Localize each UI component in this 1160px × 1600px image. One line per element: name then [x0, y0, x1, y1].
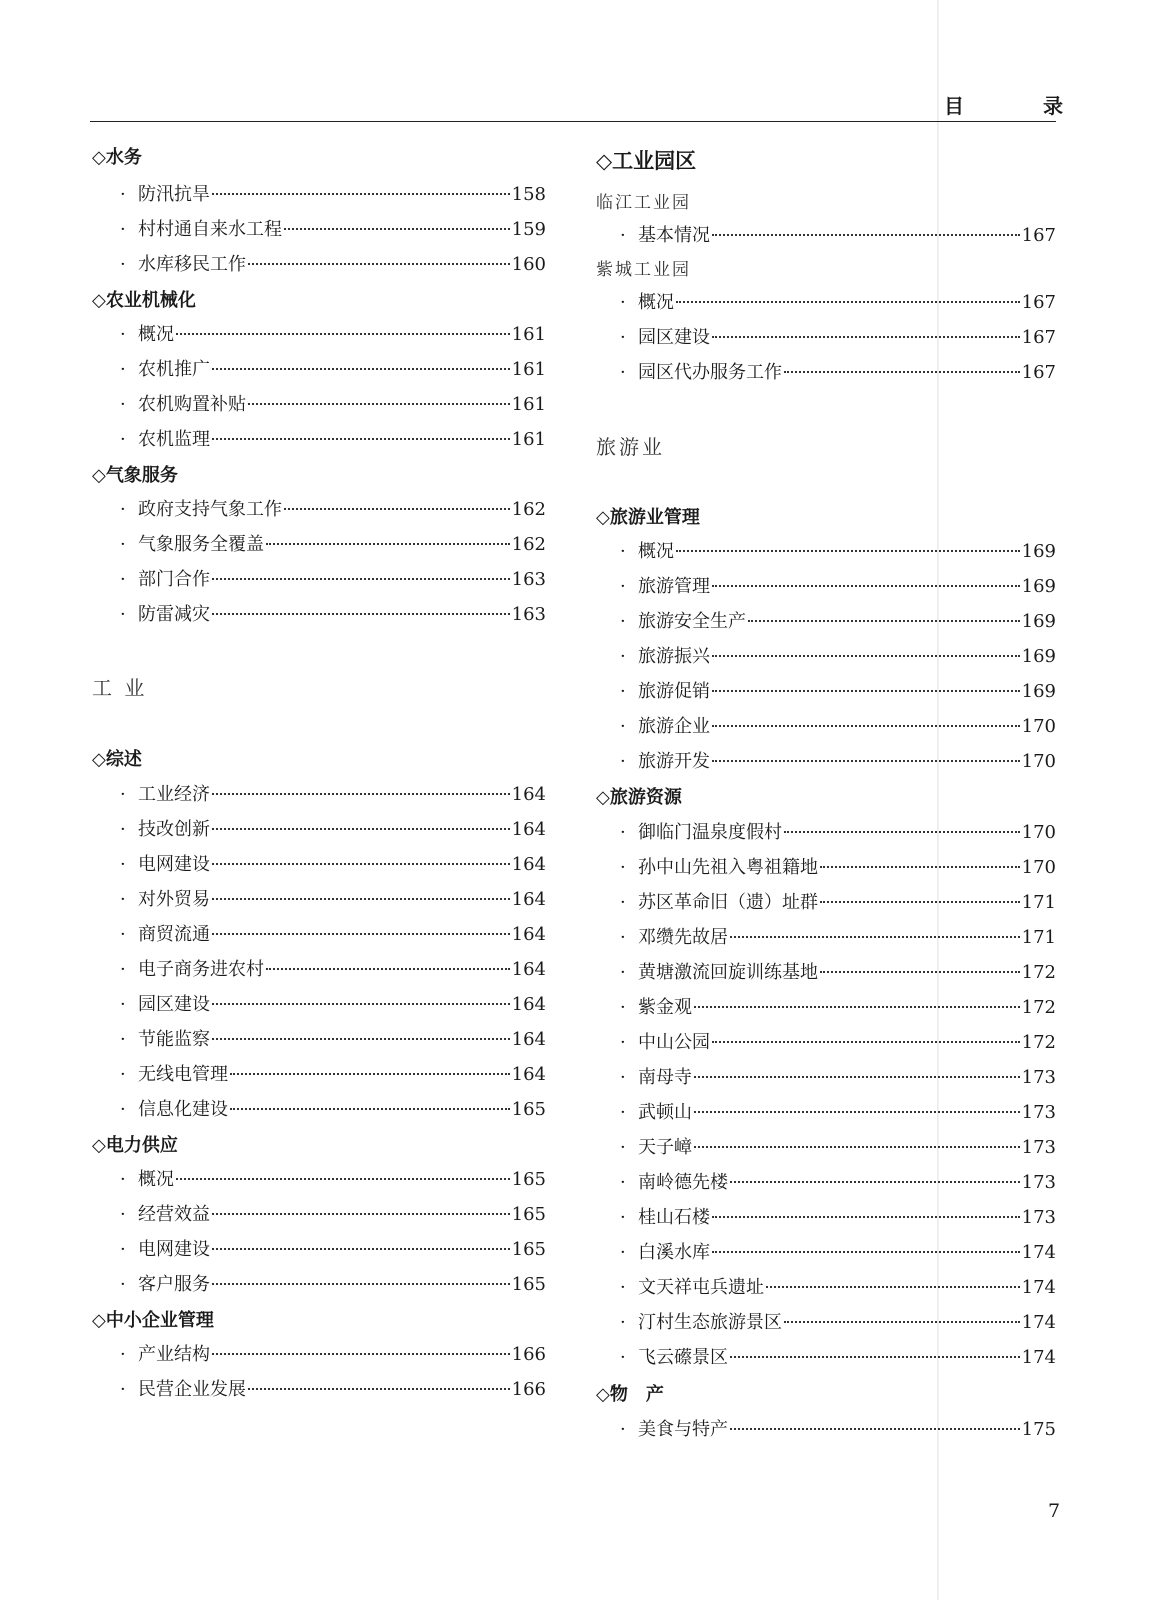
toc-entry-label: 工业经济 — [138, 784, 210, 805]
toc-entry — [92, 816, 546, 844]
toc-entry-label: 信息化建设 — [138, 1099, 228, 1120]
toc-entry-page: 164 — [511, 784, 546, 805]
toc-entry — [92, 1166, 546, 1194]
bullet-icon: · — [620, 1312, 626, 1333]
toc-entry-label: 武顿山 — [638, 1102, 692, 1123]
bullet-icon: · — [120, 959, 126, 980]
toc-entry-page: 166 — [511, 1379, 546, 1400]
bullet-icon: · — [620, 1032, 626, 1053]
bullet-icon: · — [120, 854, 126, 875]
toc-entry-label: 中山公园 — [638, 1032, 710, 1053]
dot-leader — [730, 1181, 1020, 1183]
toc-entry-page: 164 — [511, 959, 546, 980]
toc-entry — [596, 1099, 1056, 1127]
bullet-icon: · — [620, 576, 626, 597]
toc-entry-label: 苏区革命旧（遗）址群 — [638, 892, 818, 913]
toc-entry-label: 电网建设 — [138, 1239, 210, 1260]
bullet-icon: · — [620, 646, 626, 667]
toc-entry-label: 旅游企业 — [638, 716, 710, 737]
bullet-icon: · — [120, 1169, 126, 1190]
toc-category-heading: ◇农业机械化 — [92, 290, 196, 311]
toc-entry-label: 桂山石楼 — [638, 1207, 710, 1228]
toc-entry — [92, 1201, 546, 1229]
toc-entry-page: 169 — [1021, 576, 1056, 597]
bullet-icon: · — [620, 962, 626, 983]
dot-leader — [212, 793, 510, 795]
toc-entry — [92, 851, 546, 879]
toc-entry — [92, 321, 546, 349]
toc-entry — [596, 222, 1056, 250]
dot-leader — [712, 336, 1020, 338]
toc-entry-page: 174 — [1021, 1242, 1056, 1263]
toc-entry-label: 概况 — [138, 324, 174, 345]
dot-leader — [176, 333, 510, 335]
toc-entry-page: 161 — [511, 429, 546, 450]
dot-leader — [712, 1041, 1020, 1043]
dot-leader — [730, 1428, 1020, 1430]
toc-entry-page: 162 — [511, 499, 546, 520]
toc-entry — [92, 1236, 546, 1264]
dot-leader — [712, 655, 1020, 657]
dot-leader — [248, 263, 510, 265]
dot-leader — [230, 1073, 510, 1075]
toc-entry-page: 164 — [511, 924, 546, 945]
toc-entry-page: 164 — [511, 819, 546, 840]
dot-leader — [820, 901, 1020, 903]
toc-subheading: 紫城工业园 — [596, 260, 691, 280]
toc-entry — [92, 1341, 546, 1369]
toc-entry-page: 167 — [1021, 362, 1056, 383]
toc-entry-label: 御临门温泉度假村 — [638, 822, 782, 843]
dot-leader — [212, 1213, 510, 1215]
toc-entry-label: 黄塘激流回旋训练基地 — [638, 962, 818, 983]
toc-entry-page: 173 — [1021, 1102, 1056, 1123]
toc-entry-label: 美食与特产 — [638, 1419, 728, 1440]
toc-entry-label: 对外贸易 — [138, 889, 210, 910]
dot-leader — [212, 193, 510, 195]
dot-leader — [694, 1111, 1020, 1113]
dot-leader — [212, 1248, 510, 1250]
toc-entry — [92, 496, 546, 524]
bullet-icon: · — [120, 1379, 126, 1400]
toc-entry-page: 169 — [1021, 611, 1056, 632]
toc-entry — [596, 748, 1056, 776]
dot-leader — [694, 1006, 1020, 1008]
dot-leader — [284, 228, 510, 230]
toc-entry-page: 171 — [1021, 927, 1056, 948]
toc-entry — [596, 994, 1056, 1022]
dot-leader — [730, 1356, 1020, 1358]
toc-entry-label: 飞云礤景区 — [638, 1347, 728, 1368]
toc-entry-page: 164 — [511, 1029, 546, 1050]
bullet-icon: · — [120, 1099, 126, 1120]
bullet-icon: · — [120, 819, 126, 840]
dot-leader — [712, 585, 1020, 587]
toc-entry — [596, 924, 1056, 952]
toc-entry-label: 农机购置补贴 — [138, 394, 246, 415]
toc-entry-page: 165 — [511, 1169, 546, 1190]
dot-leader — [212, 1003, 510, 1005]
toc-entry — [92, 216, 546, 244]
bullet-icon: · — [620, 822, 626, 843]
toc-entry — [92, 531, 546, 559]
bullet-icon: · — [620, 611, 626, 632]
toc-entry — [596, 359, 1056, 387]
toc-entry-page: 173 — [1021, 1067, 1056, 1088]
toc-entry-label: 防汛抗旱 — [138, 184, 210, 205]
bullet-icon: · — [120, 784, 126, 805]
dot-leader — [694, 1146, 1020, 1148]
toc-entry-page: 162 — [511, 534, 546, 555]
toc-entry — [596, 643, 1056, 671]
toc-entry-page: 172 — [1021, 1032, 1056, 1053]
toc-entry — [92, 181, 546, 209]
toc-entry — [92, 251, 546, 279]
bullet-icon: · — [620, 541, 626, 562]
dot-leader — [676, 550, 1020, 552]
bullet-icon: · — [120, 1204, 126, 1225]
toc-entry-page: 169 — [1021, 646, 1056, 667]
toc-entry — [596, 538, 1056, 566]
toc-entry-label: 村村通自来水工程 — [138, 219, 282, 240]
dot-leader — [212, 898, 510, 900]
toc-entry-page: 174 — [1021, 1277, 1056, 1298]
bullet-icon: · — [620, 857, 626, 878]
bullet-icon: · — [120, 924, 126, 945]
toc-entry-label: 客户服务 — [138, 1274, 210, 1295]
toc-entry-page: 170 — [1021, 751, 1056, 772]
dot-leader — [248, 403, 510, 405]
toc-entry-label: 经营效益 — [138, 1204, 210, 1225]
toc-entry — [92, 991, 546, 1019]
bullet-icon: · — [620, 1207, 626, 1228]
bullet-icon: · — [120, 569, 126, 590]
toc-entry-page: 164 — [511, 994, 546, 1015]
toc-category-heading: ◇旅游资源 — [596, 787, 682, 808]
bullet-icon: · — [620, 716, 626, 737]
dot-leader — [212, 828, 510, 830]
toc-entry — [92, 1026, 546, 1054]
bullet-icon: · — [620, 751, 626, 772]
toc-entry-page: 163 — [511, 569, 546, 590]
toc-entry — [596, 713, 1056, 741]
toc-part-title: 工 业 — [92, 676, 148, 700]
toc-entry — [596, 573, 1056, 601]
toc-entry-label: 节能监察 — [138, 1029, 210, 1050]
toc-category-heading: ◇综述 — [92, 749, 142, 770]
toc-entry — [92, 426, 546, 454]
toc-entry-label: 防雷减灾 — [138, 604, 210, 625]
toc-entry — [92, 1096, 546, 1124]
toc-entry-label: 民营企业发展 — [138, 1379, 246, 1400]
toc-entry — [596, 1134, 1056, 1162]
toc-entry-label: 电网建设 — [138, 854, 210, 875]
bullet-icon: · — [120, 219, 126, 240]
toc-entry-page: 174 — [1021, 1347, 1056, 1368]
toc-entry-label: 邓缵先故居 — [638, 927, 728, 948]
toc-entry-page: 170 — [1021, 857, 1056, 878]
toc-entry — [596, 959, 1056, 987]
running-header-title: 目 录 — [944, 94, 1099, 118]
toc-entry-page: 159 — [511, 219, 546, 240]
bullet-icon: · — [120, 534, 126, 555]
toc-entry-label: 电子商务进农村 — [138, 959, 264, 980]
bullet-icon: · — [620, 997, 626, 1018]
dot-leader — [212, 613, 510, 615]
toc-entry-page: 165 — [511, 1239, 546, 1260]
bullet-icon: · — [620, 1347, 626, 1368]
toc-category-heading: ◇水务 — [92, 147, 142, 168]
toc-entry — [596, 1309, 1056, 1337]
toc-entry-label: 农机推广 — [138, 359, 210, 380]
dot-leader — [676, 301, 1020, 303]
toc-entry-page: 165 — [511, 1274, 546, 1295]
bullet-icon: · — [620, 362, 626, 383]
dot-leader — [212, 933, 510, 935]
toc-entry-label: 旅游管理 — [638, 576, 710, 597]
bullet-icon: · — [620, 681, 626, 702]
toc-category-heading: ◇工业园区 — [596, 149, 697, 173]
toc-category-heading: ◇物 产 — [596, 1384, 664, 1405]
dot-leader — [766, 1286, 1020, 1288]
header-rule — [90, 121, 1056, 122]
toc-entry — [92, 601, 546, 629]
toc-entry-label: 产业结构 — [138, 1344, 210, 1365]
toc-entry-label: 汀村生态旅游景区 — [638, 1312, 782, 1333]
toc-category-heading: ◇电力供应 — [92, 1135, 178, 1156]
bullet-icon: · — [120, 359, 126, 380]
dot-leader — [248, 1388, 510, 1390]
toc-entry — [596, 854, 1056, 882]
bullet-icon: · — [620, 1137, 626, 1158]
dot-leader — [712, 690, 1020, 692]
bullet-icon: · — [620, 292, 626, 313]
toc-entry — [92, 921, 546, 949]
toc-entry-page: 165 — [511, 1099, 546, 1120]
dot-leader — [212, 578, 510, 580]
toc-entry — [596, 1064, 1056, 1092]
bullet-icon: · — [620, 1172, 626, 1193]
toc-entry-page: 173 — [1021, 1172, 1056, 1193]
toc-entry-label: 紫金观 — [638, 997, 692, 1018]
dot-leader — [712, 234, 1020, 236]
toc-entry — [92, 886, 546, 914]
toc-entry-page: 161 — [511, 324, 546, 345]
bullet-icon: · — [620, 927, 626, 948]
bullet-icon: · — [120, 429, 126, 450]
toc-entry-label: 白溪水库 — [638, 1242, 710, 1263]
toc-entry-label: 农机监理 — [138, 429, 210, 450]
toc-entry-label: 概况 — [638, 541, 674, 562]
toc-entry — [596, 889, 1056, 917]
toc-entry-label: 技改创新 — [138, 819, 210, 840]
bullet-icon: · — [620, 1102, 626, 1123]
dot-leader — [212, 1038, 510, 1040]
dot-leader — [712, 760, 1020, 762]
toc-entry — [92, 1061, 546, 1089]
bullet-icon: · — [620, 892, 626, 913]
toc-entry-label: 商贸流通 — [138, 924, 210, 945]
toc-entry — [596, 608, 1056, 636]
toc-entry — [596, 1344, 1056, 1372]
bullet-icon: · — [620, 327, 626, 348]
toc-entry-label: 南岭德先楼 — [638, 1172, 728, 1193]
toc-entry — [92, 1271, 546, 1299]
toc-entry — [596, 1274, 1056, 1302]
toc-entry-page: 175 — [1021, 1419, 1056, 1440]
toc-entry — [92, 781, 546, 809]
toc-entry-label: 天子嶂 — [638, 1137, 692, 1158]
toc-entry-label: 旅游安全生产 — [638, 611, 746, 632]
toc-subheading: 临江工业园 — [596, 193, 691, 213]
dot-leader — [784, 831, 1020, 833]
toc-entry-label: 气象服务全覆盖 — [138, 534, 264, 555]
toc-entry-label: 文天祥屯兵遗址 — [638, 1277, 764, 1298]
toc-entry — [596, 678, 1056, 706]
bullet-icon: · — [620, 225, 626, 246]
toc-entry-page: 167 — [1021, 225, 1056, 246]
toc-entry-page: 170 — [1021, 822, 1056, 843]
bullet-icon: · — [120, 889, 126, 910]
toc-entry-label: 概况 — [138, 1169, 174, 1190]
toc-entry — [92, 356, 546, 384]
bullet-icon: · — [620, 1067, 626, 1088]
toc-entry-page: 169 — [1021, 681, 1056, 702]
dot-leader — [712, 1216, 1020, 1218]
bullet-icon: · — [120, 394, 126, 415]
toc-entry-label: 园区代办服务工作 — [638, 362, 782, 383]
toc-entry-page: 167 — [1021, 292, 1056, 313]
toc-entry — [596, 1169, 1056, 1197]
bullet-icon: · — [120, 1274, 126, 1295]
bullet-icon: · — [120, 1239, 126, 1260]
toc-entry-page: 170 — [1021, 716, 1056, 737]
dot-leader — [784, 371, 1020, 373]
dot-leader — [266, 968, 510, 970]
toc-entry-page: 164 — [511, 854, 546, 875]
toc-entry-label: 基本情况 — [638, 225, 710, 246]
toc-entry — [596, 1416, 1056, 1444]
dot-leader — [212, 1283, 510, 1285]
toc-entry-page: 164 — [511, 1064, 546, 1085]
toc-entry-page: 164 — [511, 889, 546, 910]
bullet-icon: · — [120, 1344, 126, 1365]
toc-entry-label: 概况 — [638, 292, 674, 313]
toc-entry-label: 旅游促销 — [638, 681, 710, 702]
dot-leader — [730, 936, 1020, 938]
bullet-icon: · — [120, 254, 126, 275]
dot-leader — [784, 1321, 1020, 1323]
toc-entry-page: 161 — [511, 359, 546, 380]
bullet-icon: · — [120, 499, 126, 520]
toc-entry — [596, 324, 1056, 352]
bullet-icon: · — [620, 1277, 626, 1298]
toc-entry-page: 167 — [1021, 327, 1056, 348]
toc-entry-page: 174 — [1021, 1312, 1056, 1333]
toc-entry-page: 160 — [511, 254, 546, 275]
dot-leader — [176, 1178, 510, 1180]
dot-leader — [266, 543, 510, 545]
dot-leader — [748, 620, 1020, 622]
toc-part-title: 旅游业 — [596, 435, 665, 459]
dot-leader — [694, 1076, 1020, 1078]
bullet-icon: · — [120, 184, 126, 205]
toc-entry — [92, 566, 546, 594]
toc-entry — [596, 1204, 1056, 1232]
toc-entry-label: 旅游开发 — [638, 751, 710, 772]
toc-entry-page: 166 — [511, 1344, 546, 1365]
toc-entry — [596, 289, 1056, 317]
dot-leader — [212, 863, 510, 865]
toc-entry-page: 173 — [1021, 1137, 1056, 1158]
toc-entry — [92, 391, 546, 419]
toc-entry-label: 南母寺 — [638, 1067, 692, 1088]
toc-entry-label: 无线电管理 — [138, 1064, 228, 1085]
dot-leader — [230, 1108, 510, 1110]
bullet-icon: · — [620, 1419, 626, 1440]
toc-entry — [596, 1239, 1056, 1267]
toc-category-heading: ◇中小企业管理 — [92, 1310, 214, 1331]
toc-entry-label: 孙中山先祖入粤祖籍地 — [638, 857, 818, 878]
dot-leader — [212, 368, 510, 370]
toc-entry-page: 158 — [511, 184, 546, 205]
dot-leader — [712, 725, 1020, 727]
toc-entry-page: 161 — [511, 394, 546, 415]
toc-entry — [596, 819, 1056, 847]
bullet-icon: · — [120, 994, 126, 1015]
bullet-icon: · — [120, 324, 126, 345]
dot-leader — [212, 438, 510, 440]
toc-entry-page: 165 — [511, 1204, 546, 1225]
toc-category-heading: ◇气象服务 — [92, 465, 178, 486]
toc-entry — [596, 1029, 1056, 1057]
dot-leader — [820, 971, 1020, 973]
toc-entry-page: 172 — [1021, 997, 1056, 1018]
toc-entry-page: 169 — [1021, 541, 1056, 562]
bullet-icon: · — [120, 604, 126, 625]
toc-entry-label: 政府支持气象工作 — [138, 499, 282, 520]
dot-leader — [712, 1251, 1020, 1253]
bullet-icon: · — [120, 1029, 126, 1050]
toc-entry-page: 172 — [1021, 962, 1056, 983]
toc-entry — [92, 956, 546, 984]
toc-entry-label: 园区建设 — [138, 994, 210, 1015]
toc-entry — [92, 1376, 546, 1404]
toc-entry-label: 旅游振兴 — [638, 646, 710, 667]
toc-entry-page: 171 — [1021, 892, 1056, 913]
dot-leader — [820, 866, 1020, 868]
bullet-icon: · — [120, 1064, 126, 1085]
page-number: 7 — [1048, 1500, 1061, 1522]
toc-entry-label: 水库移民工作 — [138, 254, 246, 275]
toc-entry-page: 163 — [511, 604, 546, 625]
toc-entry-label: 部门合作 — [138, 569, 210, 590]
dot-leader — [284, 508, 510, 510]
toc-category-heading: ◇旅游业管理 — [596, 507, 700, 528]
dot-leader — [212, 1353, 510, 1355]
toc-entry-page: 173 — [1021, 1207, 1056, 1228]
toc-entry-label: 园区建设 — [638, 327, 710, 348]
bullet-icon: · — [620, 1242, 626, 1263]
